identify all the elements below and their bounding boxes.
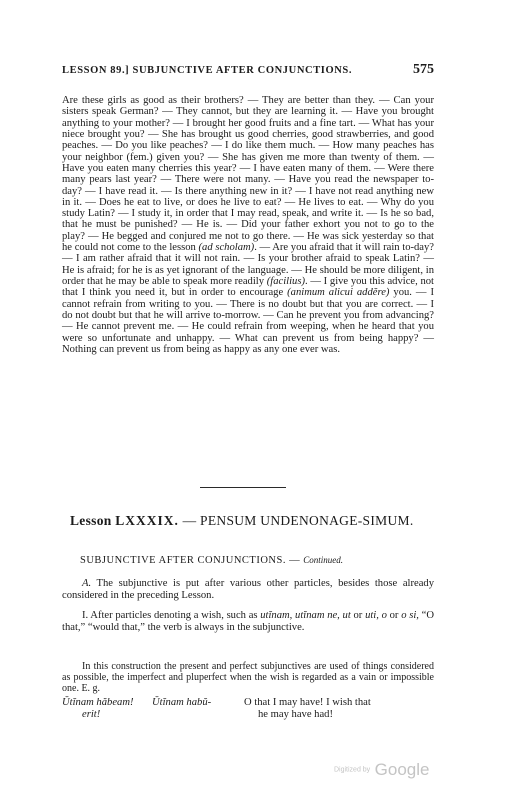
paragraph-1-latin-2: uti, o (365, 610, 387, 621)
paragraph-1-tail: “O that,” “would that,” the verb is always in the subjunctive. (62, 610, 434, 634)
paragraph-1-latin-1: utĭnam, utĭnam ne, ut (260, 610, 351, 621)
exercise-text-3: . — I give you this advice, not that I think you need it, but in order to encourage (62, 276, 434, 299)
example-latin-1: Ŭtĭnam hăbeam! (62, 697, 134, 708)
watermark-google: Google (374, 760, 430, 779)
exercise-paragraph (62, 95, 434, 355)
paragraph-a-label: A. (82, 578, 92, 589)
running-head: LESSON 89.] SUBJUNCTIVE AFTER CONJUNCTIONS. (62, 65, 353, 76)
paragraph-1-latin-3: o si, (401, 610, 419, 621)
page-header (62, 63, 434, 81)
paragraph-1-lead: I. After particles denoting a wish, such as (82, 610, 261, 621)
section-heading-continued: Continued. (303, 555, 343, 565)
paragraph-a (62, 578, 434, 602)
lesson-heading-number: LXXXIX. (115, 513, 179, 528)
exercise-text: Are these girls as good as their brothers? — They are better than they. — Can your sisters speak German? — They cannot, but they are learning it. — Have you brought anything to your mother? — I brought her good fruits and a fine tart. — What has your niece brought you? — She has brought us good cherries, good strawberries, and good peaches. — Do you like peaches? — I do like them much. — How many peaches has your neighbor (fem.) given you? — She has given me more than twenty of them. — Have you eaten many cherries this year? — I have eaten many of them. — Were there many pears last year? — There were not many. — Have you read the newspaper to-day? — I have read it. — Is there anything new in it? — I have not read anything new in it. — Does he eat to live, or does he live to eat? — He lives to eat. — Why do you study Latin? — I study it, in order that I may read, speak, and write it. — Is he so bad, that he must be punished? — He is. — Did your father exhort you not to go to the play? — He begged and conjured me not to go there. — He was sick yesterday so that he could not come to the lesson (62, 95, 434, 254)
watermark-digitized: Digitized by (334, 766, 371, 774)
section-heading (80, 555, 434, 566)
exercise-text-2: . — Are you afraid that it will rain to-day? — I am rather afraid that it will not rain. — Is your brother afraid to speak Latin? — He is afraid; for he is as yet ignorant of the language. — He should be more diligent, in order that he may be able to speak more readily (62, 242, 435, 287)
lesson-heading (70, 513, 434, 529)
example-latin-2-cont: erit! (82, 709, 101, 720)
section-divider (200, 487, 286, 488)
google-watermark (334, 760, 429, 780)
example-latin-2: Ŭtĭnam habŭ- (152, 697, 212, 708)
paragraph-a-text: The subjunctive is put after various other particles, besides those already considered in the preceding Lesson. (62, 578, 434, 602)
page-number: 575 (413, 62, 434, 77)
exercise-italic-ad-scholam: (ad scholam) (198, 242, 255, 254)
paragraph-2: In this construction the present and perfect subjunctives are used of things considered as possible, the imperfect and pluperfect when the wish is regarded as a vain or impossible one. E. g. (62, 661, 434, 695)
paragraph-1 (62, 610, 434, 634)
exercise-text-4: you. — I cannot refrain from writing to you. — There is no doubt but that you are correct. — I do not doubt but that he will arrive to-morrow. — Can he prevent you from advancing? — He cannot prevent me. — He could refrain from weeping, when he heard that you were so unfortunate and unhappy. — What can prevent us from being happy? — Nothing can prevent us from being as happy as any one ever was. (62, 287, 434, 355)
lesson-heading-rest: — PENSUM UNDENONAGE-SIMUM. (178, 513, 414, 528)
lesson-heading-word: Lesson (70, 513, 112, 528)
exercise-italic-facilius: (facilius) (266, 276, 305, 287)
example-english-1: O that I may have! I wish that (244, 697, 371, 708)
paragraph-1-or-2: or (386, 610, 402, 621)
section-heading-title: SUBJUNCTIVE AFTER CONJUNCTIONS. — (80, 555, 304, 566)
example-english-2: he may have had! (258, 709, 334, 720)
exercise-italic-animum: (animum alicui addĕre) (287, 287, 390, 299)
paragraph-1-or-1: or (350, 610, 366, 621)
